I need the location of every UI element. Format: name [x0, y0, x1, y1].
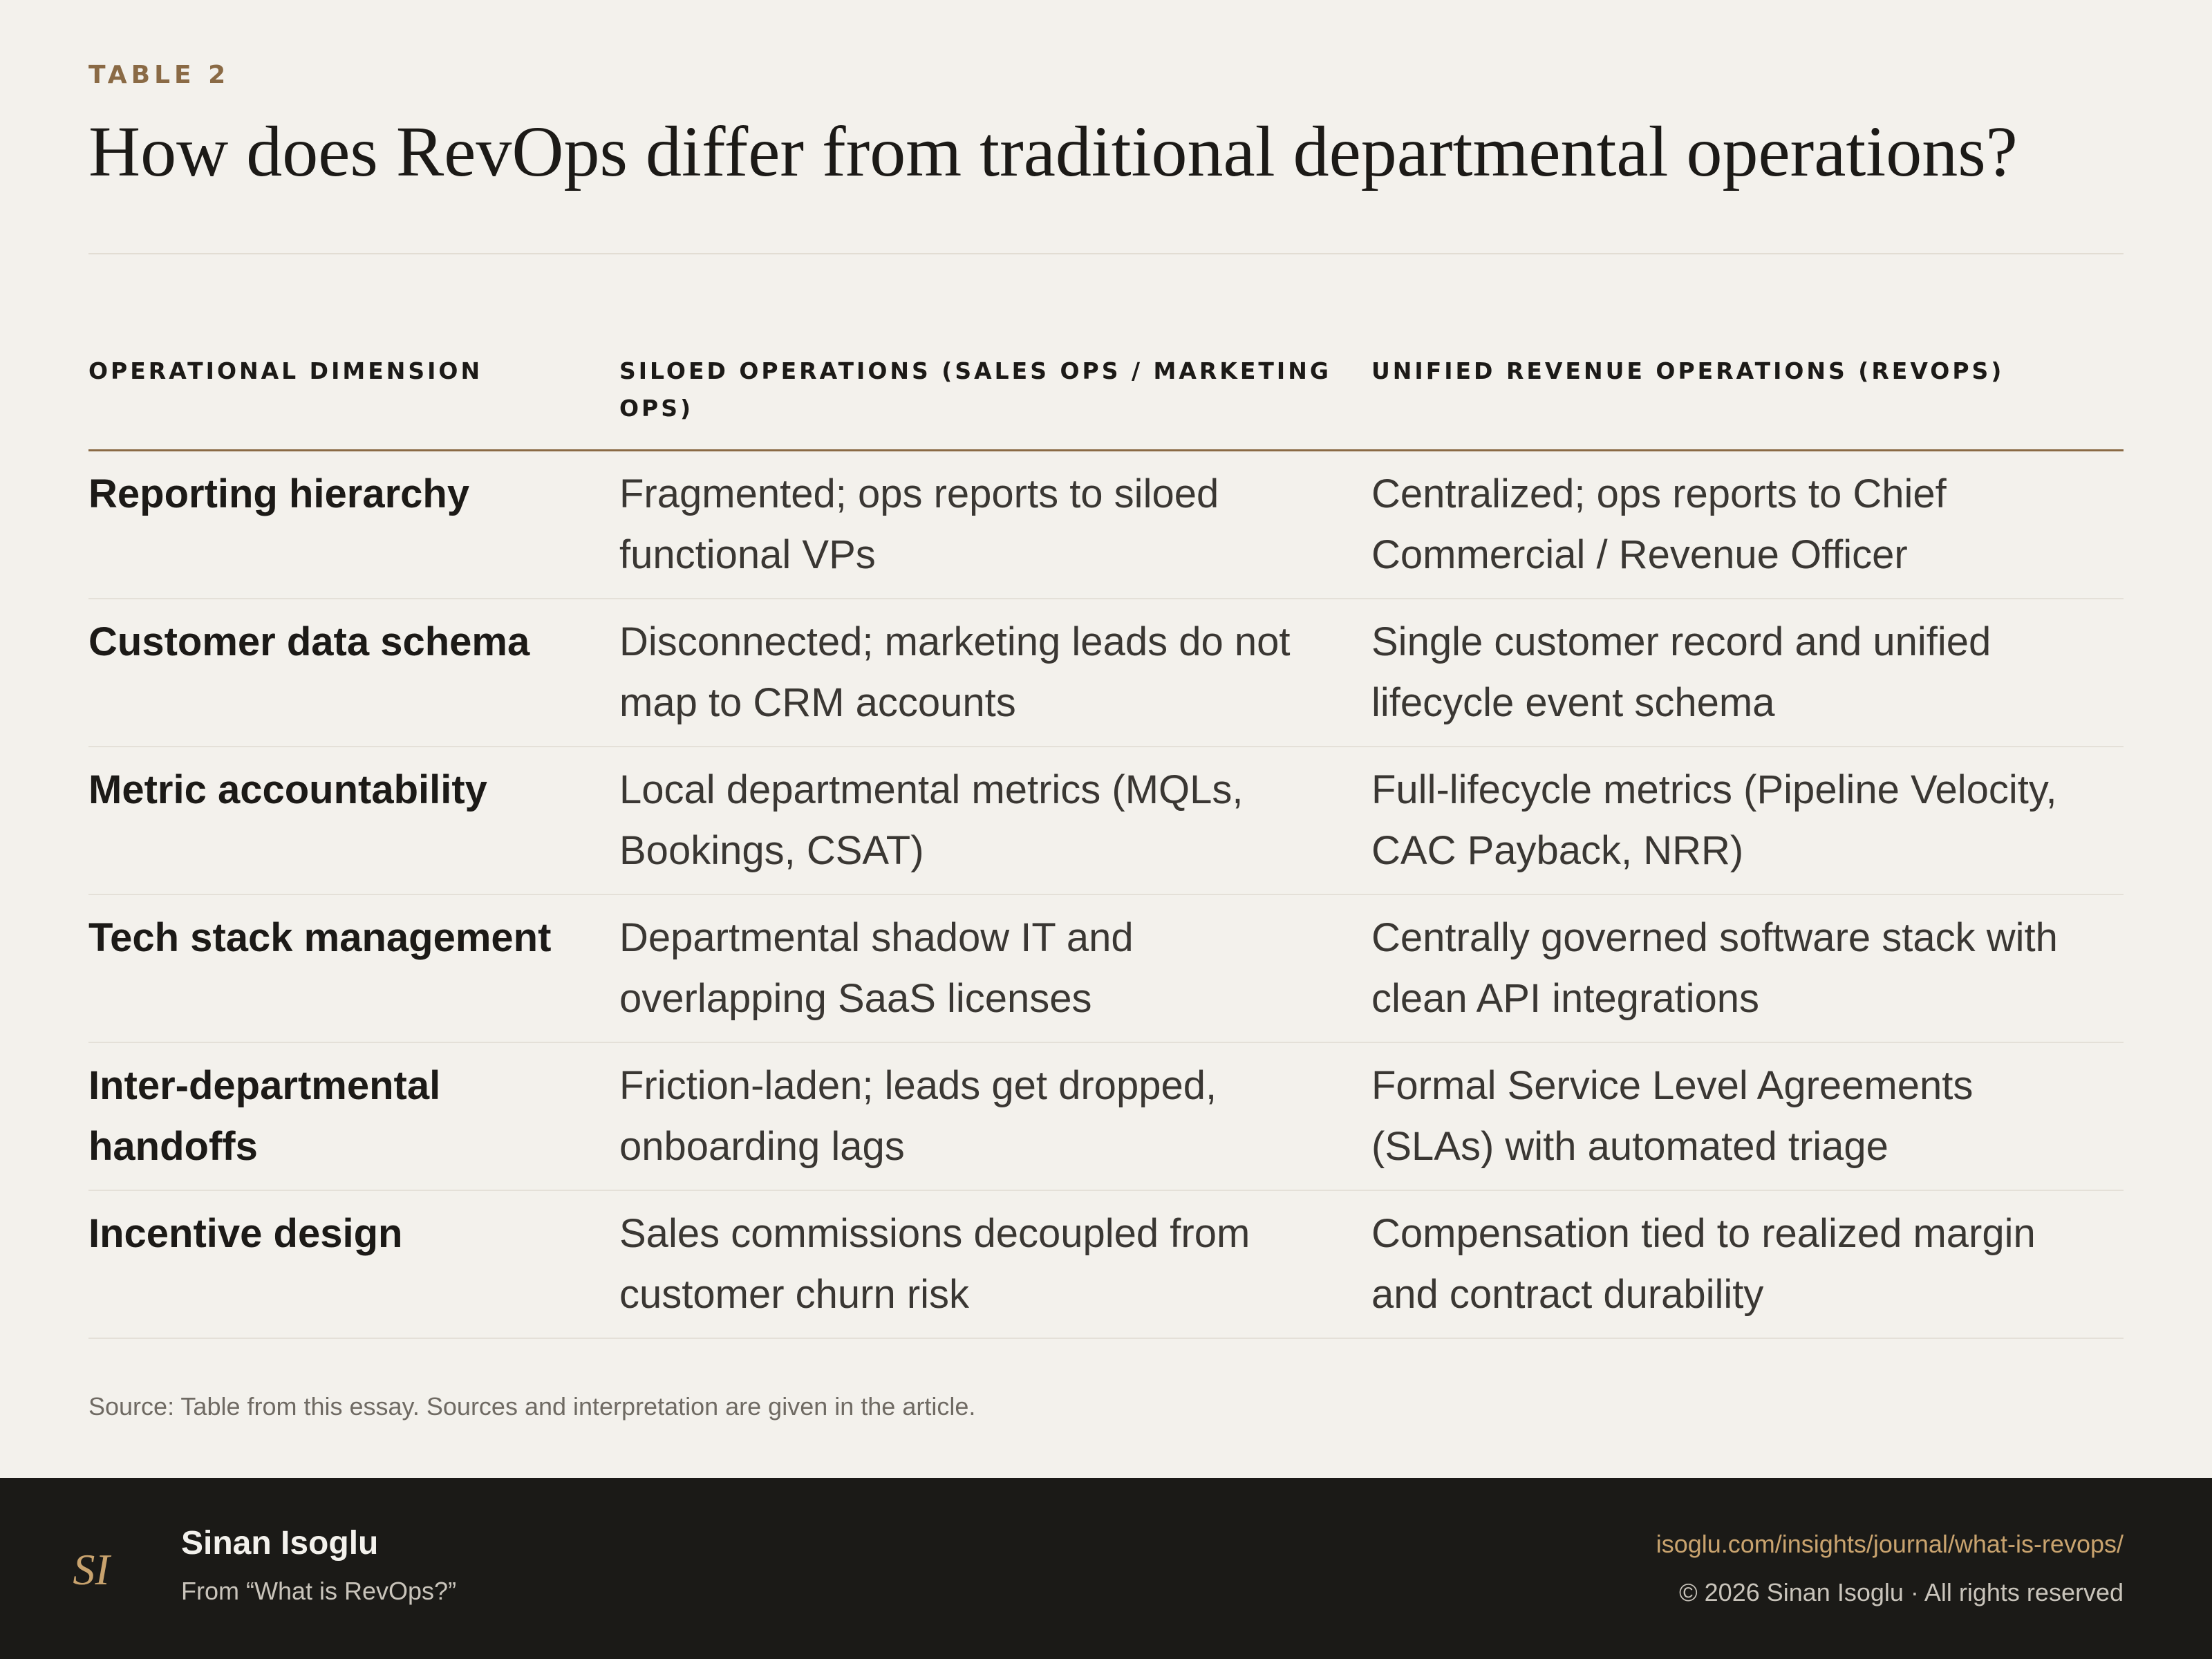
- main-content: [88, 57, 2124, 1339]
- table-row: [88, 599, 2124, 747]
- title-divider: [88, 253, 2124, 254]
- logo-icon: [64, 1541, 119, 1597]
- table-row: [88, 1042, 2124, 1190]
- column-header-dimension: OPERATIONAL DIMENSION: [88, 353, 619, 451]
- author-name: Sinan Isoglu: [181, 1525, 379, 1562]
- row-siloed: Fragmented; ops reports to siloed functional VPs: [619, 451, 1371, 599]
- table-row: [88, 747, 2124, 894]
- row-unified: Single customer record and unified lifecycle event schema: [1371, 599, 2124, 747]
- row-unified: Full-lifecycle metrics (Pipeline Velocity, CAC Payback, NRR): [1371, 747, 2124, 894]
- table-header-row: [88, 353, 2124, 451]
- row-dimension: Tech stack management: [88, 894, 619, 1042]
- row-dimension: Inter-departmental handoffs: [88, 1042, 619, 1190]
- article-url[interactable]: isoglu.com/insights/journal/what-is-revops/: [1656, 1530, 2124, 1558]
- row-dimension: Customer data schema: [88, 599, 619, 747]
- table-row: [88, 894, 2124, 1042]
- row-unified: Centrally governed software stack with clean API integrations: [1371, 894, 2124, 1042]
- page-title: How does RevOps differ from traditional departmental operations?: [88, 112, 2018, 191]
- article-reference: From “What is RevOps?”: [181, 1577, 457, 1605]
- row-dimension: Reporting hierarchy: [88, 451, 619, 599]
- copyright-notice: © 2026 Sinan Isoglu · All rights reserved: [1679, 1578, 2124, 1606]
- row-dimension: Incentive design: [88, 1190, 619, 1338]
- row-unified: Centralized; ops reports to Chief Commercial / Revenue Officer: [1371, 451, 2124, 599]
- source-note: Source: Table from this essay. Sources and interpretation are given in the article.: [88, 1392, 976, 1421]
- footer: [0, 1478, 2212, 1659]
- row-unified: Compensation tied to realized margin and contract durability: [1371, 1190, 2124, 1338]
- table-eyebrow: TABLE 2: [88, 61, 230, 89]
- row-siloed: Disconnected; marketing leads do not map to CRM accounts: [619, 599, 1371, 747]
- table-row: [88, 1190, 2124, 1338]
- row-siloed: Departmental shadow IT and overlapping SaaS licenses: [619, 894, 1371, 1042]
- column-header-siloed: SILOED OPERATIONS (SALES OPS / MARKETING OPS): [619, 353, 1371, 451]
- row-dimension: Metric accountability: [88, 747, 619, 894]
- row-siloed: Sales commissions decoupled from customer churn risk: [619, 1190, 1371, 1338]
- column-header-unified: UNIFIED REVENUE OPERATIONS (REVOPS): [1371, 353, 2124, 451]
- row-unified: Formal Service Level Agreements (SLAs) with automated triage: [1371, 1042, 2124, 1190]
- comparison-table: [88, 353, 2124, 1339]
- svg-text:SI: SI: [73, 1545, 110, 1594]
- row-siloed: Local departmental metrics (MQLs, Bookings, CSAT): [619, 747, 1371, 894]
- table-row: [88, 451, 2124, 599]
- row-siloed: Friction-laden; leads get dropped, onboarding lags: [619, 1042, 1371, 1190]
